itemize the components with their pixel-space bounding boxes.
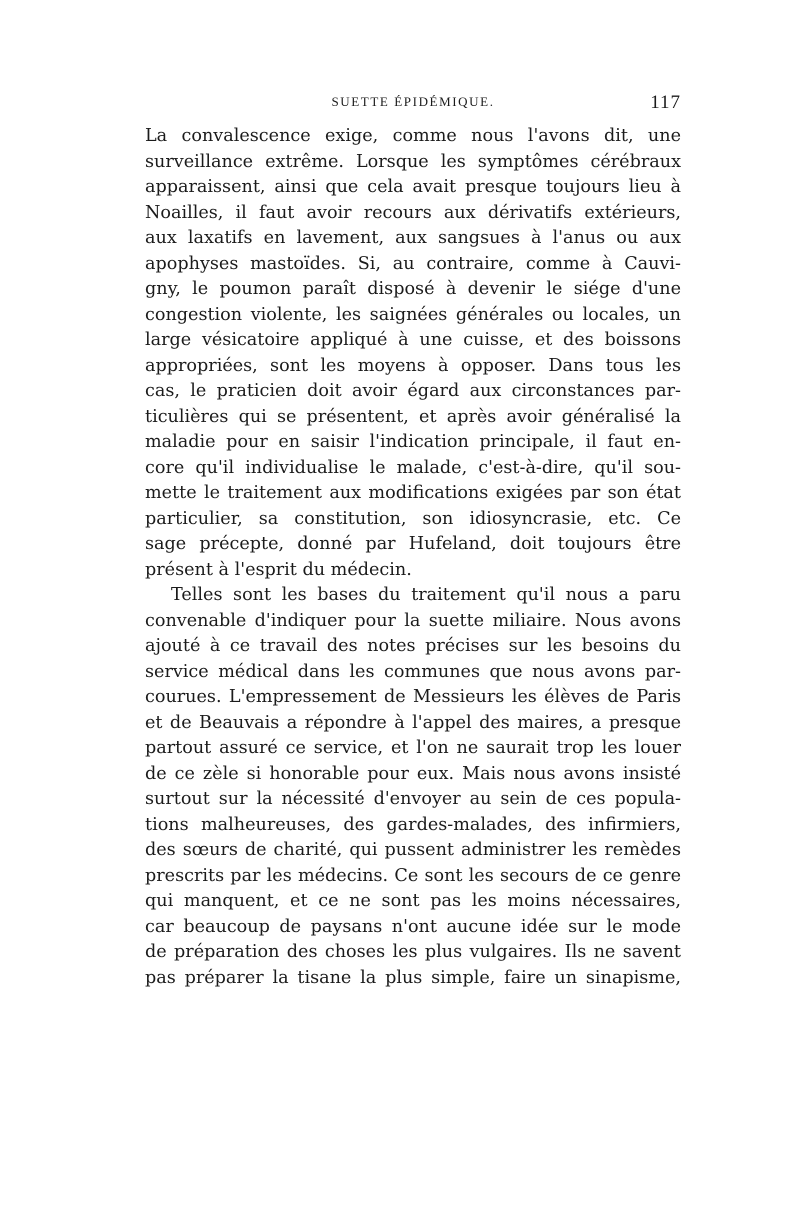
text-line: de ce zèle si honorable pour eux. Mais nous avons insisté: [145, 763, 681, 784]
text-line: maladie pour en saisir l'indication principale, il faut en-: [145, 432, 681, 452]
text-line: tions malheureuses, des gardes-malades, des infirmiers,: [145, 814, 681, 835]
text-line: appropriées, sont les moyens à opposer. Dans tous les: [145, 355, 681, 376]
text-line: apparaissent, ainsi que cela avait presque toujours lieu à: [145, 177, 681, 197]
text-line: mette le traitement aux modifications exigées par son état: [145, 483, 681, 503]
text-line: service médical dans les communes que nous avons par-: [145, 661, 681, 682]
running-title: SUETTE ÉPIDÉMIQUE.: [331, 94, 495, 109]
text-line: et de Beauvais a répondre à l'appel des maires, a presque: [145, 712, 681, 733]
text-line: qui manquent, et ce ne sont pas les moins nécessaires,: [145, 891, 681, 911]
body-text: [145, 124, 681, 991]
running-head: [145, 92, 681, 122]
text-line: des sœurs de charité, qui pussent administrer les remèdes: [145, 840, 681, 860]
text-line: apophyses mastoïdes. Si, au contraire, comme à Cauvi-: [145, 253, 681, 274]
text-line: large vésicatoire appliqué à une cuisse, et des boissons: [145, 330, 681, 350]
paragraph: [145, 583, 681, 991]
text-line: Noailles, il faut avoir recours aux dérivatifs extérieurs,: [145, 202, 681, 223]
text-line: convenable d'indiquer pour la suette miliaire. Nous avons: [145, 610, 681, 631]
text-line: surveillance extrême. Lorsque les symptômes cérébraux: [145, 151, 681, 172]
text-line: congestion violente, les saignées générales ou locales, un: [145, 304, 681, 325]
text-line: ticulières qui se présentent, et après avoir généralisé la: [145, 406, 681, 427]
text-line: ajouté à ce travail des notes précises sur les besoins du: [145, 636, 681, 656]
text-line: partout assuré ce service, et l'on ne saurait trop les louer: [145, 738, 681, 758]
text-line: car beaucoup de paysans n'ont aucune idée sur le mode: [145, 916, 681, 937]
text-line: core qu'il individualise le malade, c'est-à-dire, qu'il sou-: [145, 457, 681, 478]
text-line: La convalescence exige, comme nous l'avons dit, une: [145, 126, 681, 146]
text-line: prescrits par les médecins. Ce sont les secours de ce genre: [145, 865, 681, 886]
text-line: particulier, sa constitution, son idiosyncrasie, etc. Ce: [145, 508, 681, 529]
text-line: gny, le poumon paraît disposé à devenir le siége d'une: [145, 279, 681, 299]
text-line: surtout sur la nécessité d'envoyer au sein de ces popula-: [145, 789, 681, 809]
text-line: aux laxatifs en lavement, aux sangsues à l'anus ou aux: [145, 228, 681, 248]
text-line: cas, le praticien doit avoir égard aux circonstances par-: [145, 381, 681, 401]
text-line: de préparation des choses les plus vulgaires. Ils ne savent: [145, 942, 681, 962]
text-line: sage précepte, donné par Hufeland, doit toujours être: [145, 534, 681, 554]
text-line: Telles sont les bases du traitement qu'il nous a paru: [171, 585, 681, 605]
text-line: courues. L'empressement de Messieurs les élèves de Paris: [145, 687, 681, 707]
text-line: pas préparer la tisane la plus simple, faire un sinapisme,: [145, 967, 681, 988]
page-number: 117: [650, 92, 681, 113]
paragraph: [145, 124, 681, 583]
text-line: présent à l'esprit du médecin.: [145, 559, 412, 580]
